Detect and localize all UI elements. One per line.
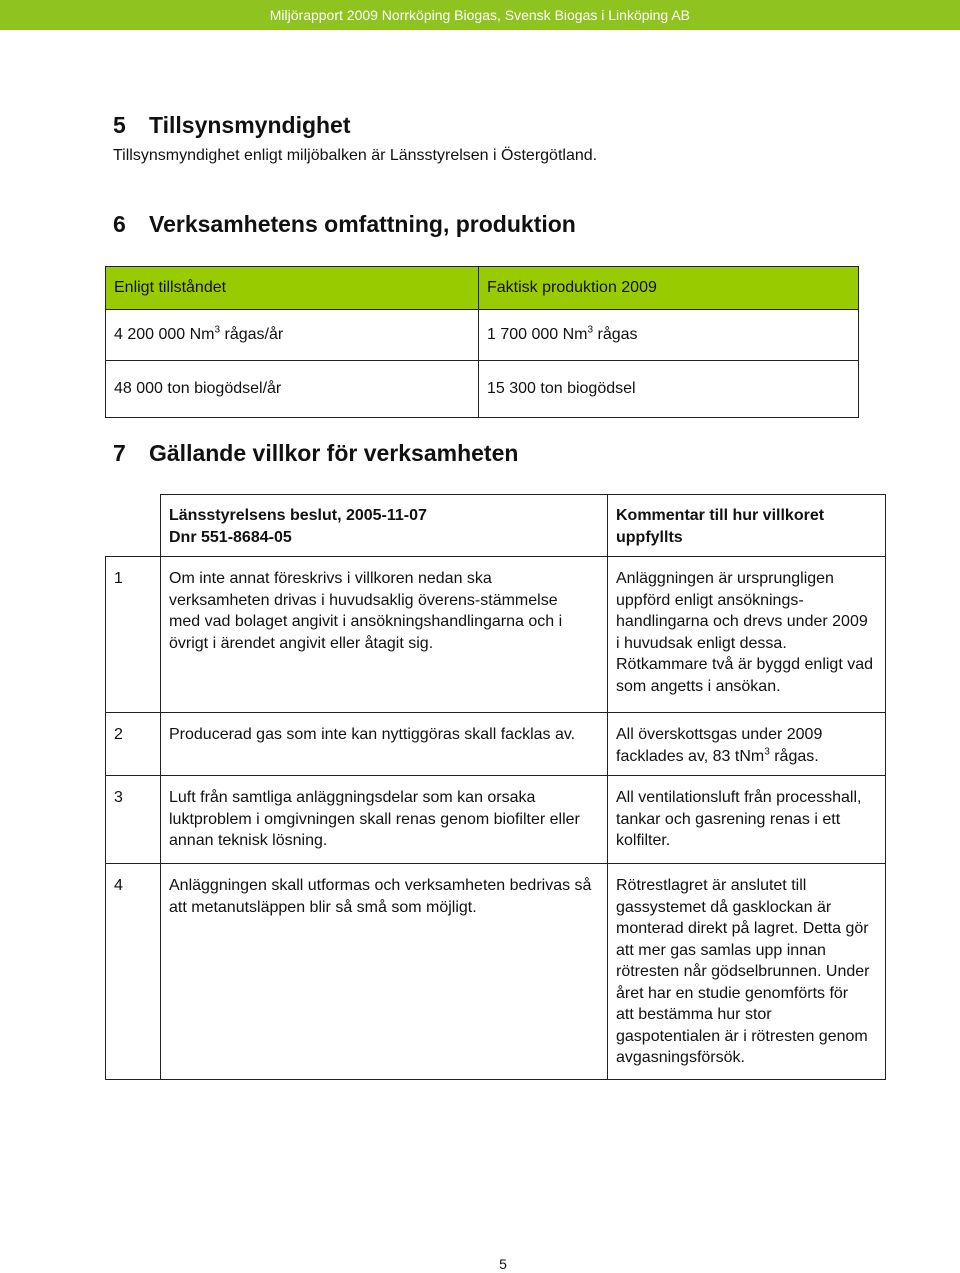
section-7-heading [113,440,518,467]
production-cell-permit-gas: 4 200 000 Nm$^3$ rågas/år [106,310,479,361]
condition-text: Luft från samtliga anläggningsdelar som kan orsaka luktproblem i omgivningen skall renas genom biofilter eller annan teknisk lösning. [161,776,608,864]
condition-text: Om inte annat föreskrivs i villkoren nedan ska verksamheten drivas i huvudsaklig överens-stämmelse med vad bolaget angivit i ansökningshandlingarna och i övrigt i ärendet angivit eller åtagit sig. [161,557,608,713]
section-5-title: Tillsynsmyndighet [149,112,351,138]
condition-comment: Rötrestlagret är anslutet till gassystemet då gasklockan är monterad direkt på lagret. Detta gör att mer gas samlas upp innan rötresten når gödselbrunnen. Under året har en studie genomförts för att bestämma hur stor gaspotentialen är i rötresten genom avgasningsförsök. [608,864,886,1080]
production-cell-actual-gas: 1 700 000 Nm$^3$ rågas [479,310,859,361]
conditions-header-num [106,495,161,557]
condition-number: 3 [106,776,161,864]
production-row-fertilizer [106,361,859,418]
section-6-title: Verksamhetens omfattning, produktion [149,211,576,237]
condition-number: 4 [106,864,161,1080]
section-7-title: Gällande villkor för verksamheten [149,440,519,466]
condition-number: 2 [106,713,161,776]
conditions-table [105,494,886,1080]
section-6-number: 6 [113,211,126,237]
condition-number: 1 [106,557,161,713]
production-header-permit: Enligt tillståndet [106,267,479,310]
production-header-actual: Faktisk produktion 2009 [479,267,859,310]
production-table-header-row [106,267,859,310]
header-bar [0,0,960,30]
condition-comment: All ventilationsluft från processhall, tankar och gasrening renas i ett kolfilter. [608,776,886,864]
conditions-row [106,557,886,713]
production-cell-permit-fertilizer: 48 000 ton biogödsel/år [106,361,479,418]
section-5-number: 5 [113,112,126,138]
condition-text: Producerad gas som inte kan nyttiggöras skall facklas av. [161,713,608,776]
conditions-header-row [106,495,886,557]
section-7-number: 7 [113,440,126,466]
production-row-gas [106,310,859,361]
condition-text: Anläggningen skall utformas och verksamheten bedrivas så att metanutsläppen blir så små som möjligt. [161,864,608,1080]
conditions-header-decision: Länsstyrelsens beslut, 2005-11-07 Dnr 551-8684-05 [161,495,608,557]
section-5-text: Tillsynsmyndighet enligt miljöbalken är Länsstyrelsen i Östergötland. [113,147,598,164]
conditions-row [106,864,886,1080]
condition-comment: All överskottsgas under 2009 facklades av, 83 tNm$^3$ rågas. [608,713,886,776]
production-cell-actual-fertilizer: 15 300 ton biogödsel [479,361,859,418]
section-5-heading [113,112,351,139]
production-table [105,266,859,418]
conditions-row [106,776,886,864]
condition-comment: Anläggningen är ursprungligen uppförd enligt ansöknings- handlingarna och drevs under 2009 i huvudsak enligt dessa. Rötkammare två är byggd enligt vad som angetts i ansökan. [608,557,886,713]
conditions-header-comment: Kommentar till hur villkoret uppfyllts [608,495,886,557]
page-number: 5 [499,1256,507,1272]
conditions-row [106,713,886,776]
section-6-heading [113,211,576,238]
header-text: Miljörapport 2009 Norrköping Biogas, Svensk Biogas i Linköping AB [269,7,690,23]
